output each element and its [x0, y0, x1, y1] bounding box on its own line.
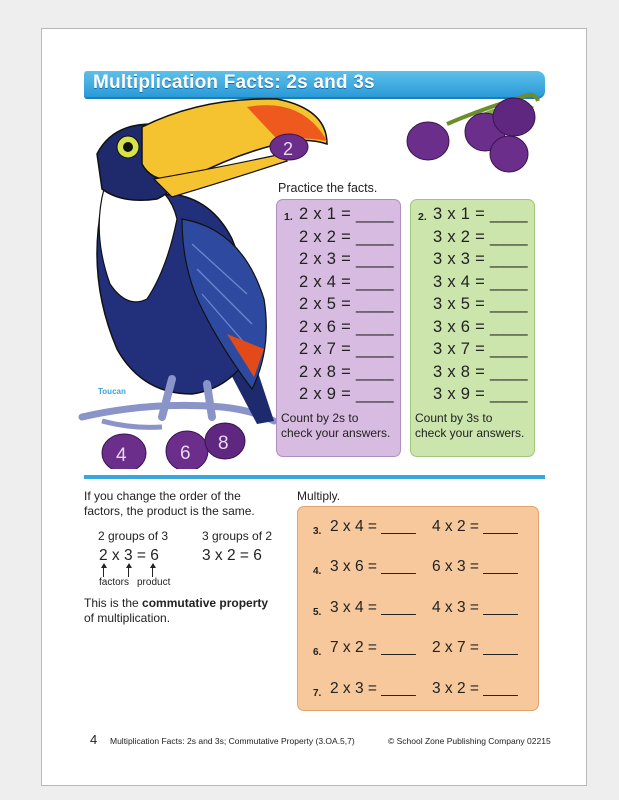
problem-number: 4.: [313, 566, 322, 577]
equation-b: 3 x 2 = 6: [202, 547, 262, 564]
intro-line-1: If you change the order of the: [84, 489, 241, 503]
footer-copyright: © School Zone Publishing Company 02215: [388, 736, 551, 746]
fact-3x6[interactable]: 3 x 6 = ____: [433, 317, 528, 336]
multiply-box: [297, 506, 539, 711]
arrow-factor-2: [128, 567, 129, 577]
fact-3x7[interactable]: 3 x 7 = ____: [433, 340, 528, 358]
fact-2x5[interactable]: 2 x 5 = ____: [299, 295, 394, 313]
group-a-label: 2 groups of 3: [98, 529, 169, 543]
fact-3x1[interactable]: 3 x 1 = ____: [433, 205, 528, 223]
note-line-1: Count by 3s to: [415, 411, 493, 425]
group-b-label: 3 groups of 2: [202, 529, 273, 543]
fact-3x5[interactable]: 3 x 5 = ____: [433, 295, 528, 313]
fact-2x6[interactable]: 2 x 6 = ____: [299, 317, 394, 336]
section-divider: [84, 475, 545, 479]
note-line-2: check your answers.: [281, 426, 391, 440]
fact-2x2[interactable]: 2 x 2 = ____: [299, 227, 394, 246]
beak-grape-number: 2: [283, 139, 294, 159]
grape-number-8: 8: [218, 433, 229, 454]
mult-left[interactable]: 2 x 4 = ____: [330, 518, 416, 535]
intro-line-2: factors, the product is the same.: [84, 504, 255, 518]
worksheet-page: [41, 28, 587, 786]
fact-2x8[interactable]: 2 x 8 = ____: [299, 362, 394, 381]
toucan-caption: Toucan: [98, 387, 126, 396]
fact-3x8[interactable]: 3 x 8 = ____: [433, 362, 528, 381]
fact-2x4[interactable]: 2 x 4 = ____: [299, 272, 394, 291]
commutative-term: commutative property: [142, 596, 269, 610]
practice-box-2s: [276, 199, 401, 457]
problem-number: 5.: [313, 607, 322, 618]
footer-topic: Multiplication Facts: 2s and 3s; Commutative Property (3.OA.5,7): [110, 736, 355, 746]
practice-instruction: Practice the facts.: [278, 181, 378, 195]
mult-right[interactable]: 2 x 7 = ____: [432, 639, 518, 656]
factors-label: factors: [99, 577, 130, 588]
conclusion-prefix: This is the: [84, 596, 143, 610]
fact-2x9[interactable]: 2 x 9 = ____: [299, 385, 394, 403]
conclusion-line-1: [84, 596, 268, 611]
fact-3x9[interactable]: 3 x 9 = ____: [433, 385, 528, 403]
mult-right[interactable]: 4 x 3 = ____: [432, 599, 518, 616]
mult-left[interactable]: 7 x 2 = ____: [330, 639, 416, 656]
mult-right[interactable]: 3 x 2 = ____: [432, 680, 518, 697]
fact-3x3[interactable]: 3 x 3 = ____: [433, 250, 528, 268]
fact-2x3[interactable]: 2 x 3 = ____: [299, 250, 394, 268]
page-title: Multiplication Facts: 2s and 3s: [93, 72, 375, 93]
note-line-2: check your answers.: [415, 426, 525, 440]
grape-number-4: 4: [116, 445, 127, 466]
fact-2x1[interactable]: 2 x 1 = ____: [299, 205, 394, 223]
mult-right[interactable]: 4 x 2 = ____: [432, 518, 518, 535]
mult-left[interactable]: 3 x 4 = ____: [330, 599, 416, 616]
arrow-factor-1: [103, 567, 104, 577]
problem-number: 1.: [284, 211, 293, 223]
practice-box-3s: [410, 199, 535, 457]
problem-number: 6.: [313, 647, 322, 658]
note-line-1: Count by 2s to: [281, 411, 359, 425]
product-label: product: [137, 577, 171, 588]
problem-number: 3.: [313, 526, 322, 537]
fact-3x4[interactable]: 3 x 4 = ____: [433, 272, 528, 291]
mult-right[interactable]: 6 x 3 = ____: [432, 558, 518, 575]
problem-number: 7.: [313, 688, 322, 699]
fact-2x7[interactable]: 2 x 7 = ____: [299, 340, 394, 358]
arrow-product: [152, 567, 153, 577]
conclusion-line-2: of multiplication.: [84, 611, 171, 625]
fact-3x2[interactable]: 3 x 2 = ____: [433, 227, 528, 246]
mult-left[interactable]: 2 x 3 = ____: [330, 680, 416, 697]
multiply-instruction: Multiply.: [297, 489, 341, 503]
page-number: 4: [90, 732, 98, 747]
mult-left[interactable]: 3 x 6 = ____: [330, 558, 416, 575]
grape-number-6: 6: [180, 443, 191, 464]
problem-number: 2.: [418, 211, 427, 223]
equation-a: 2 x 3 = 6: [99, 547, 159, 564]
